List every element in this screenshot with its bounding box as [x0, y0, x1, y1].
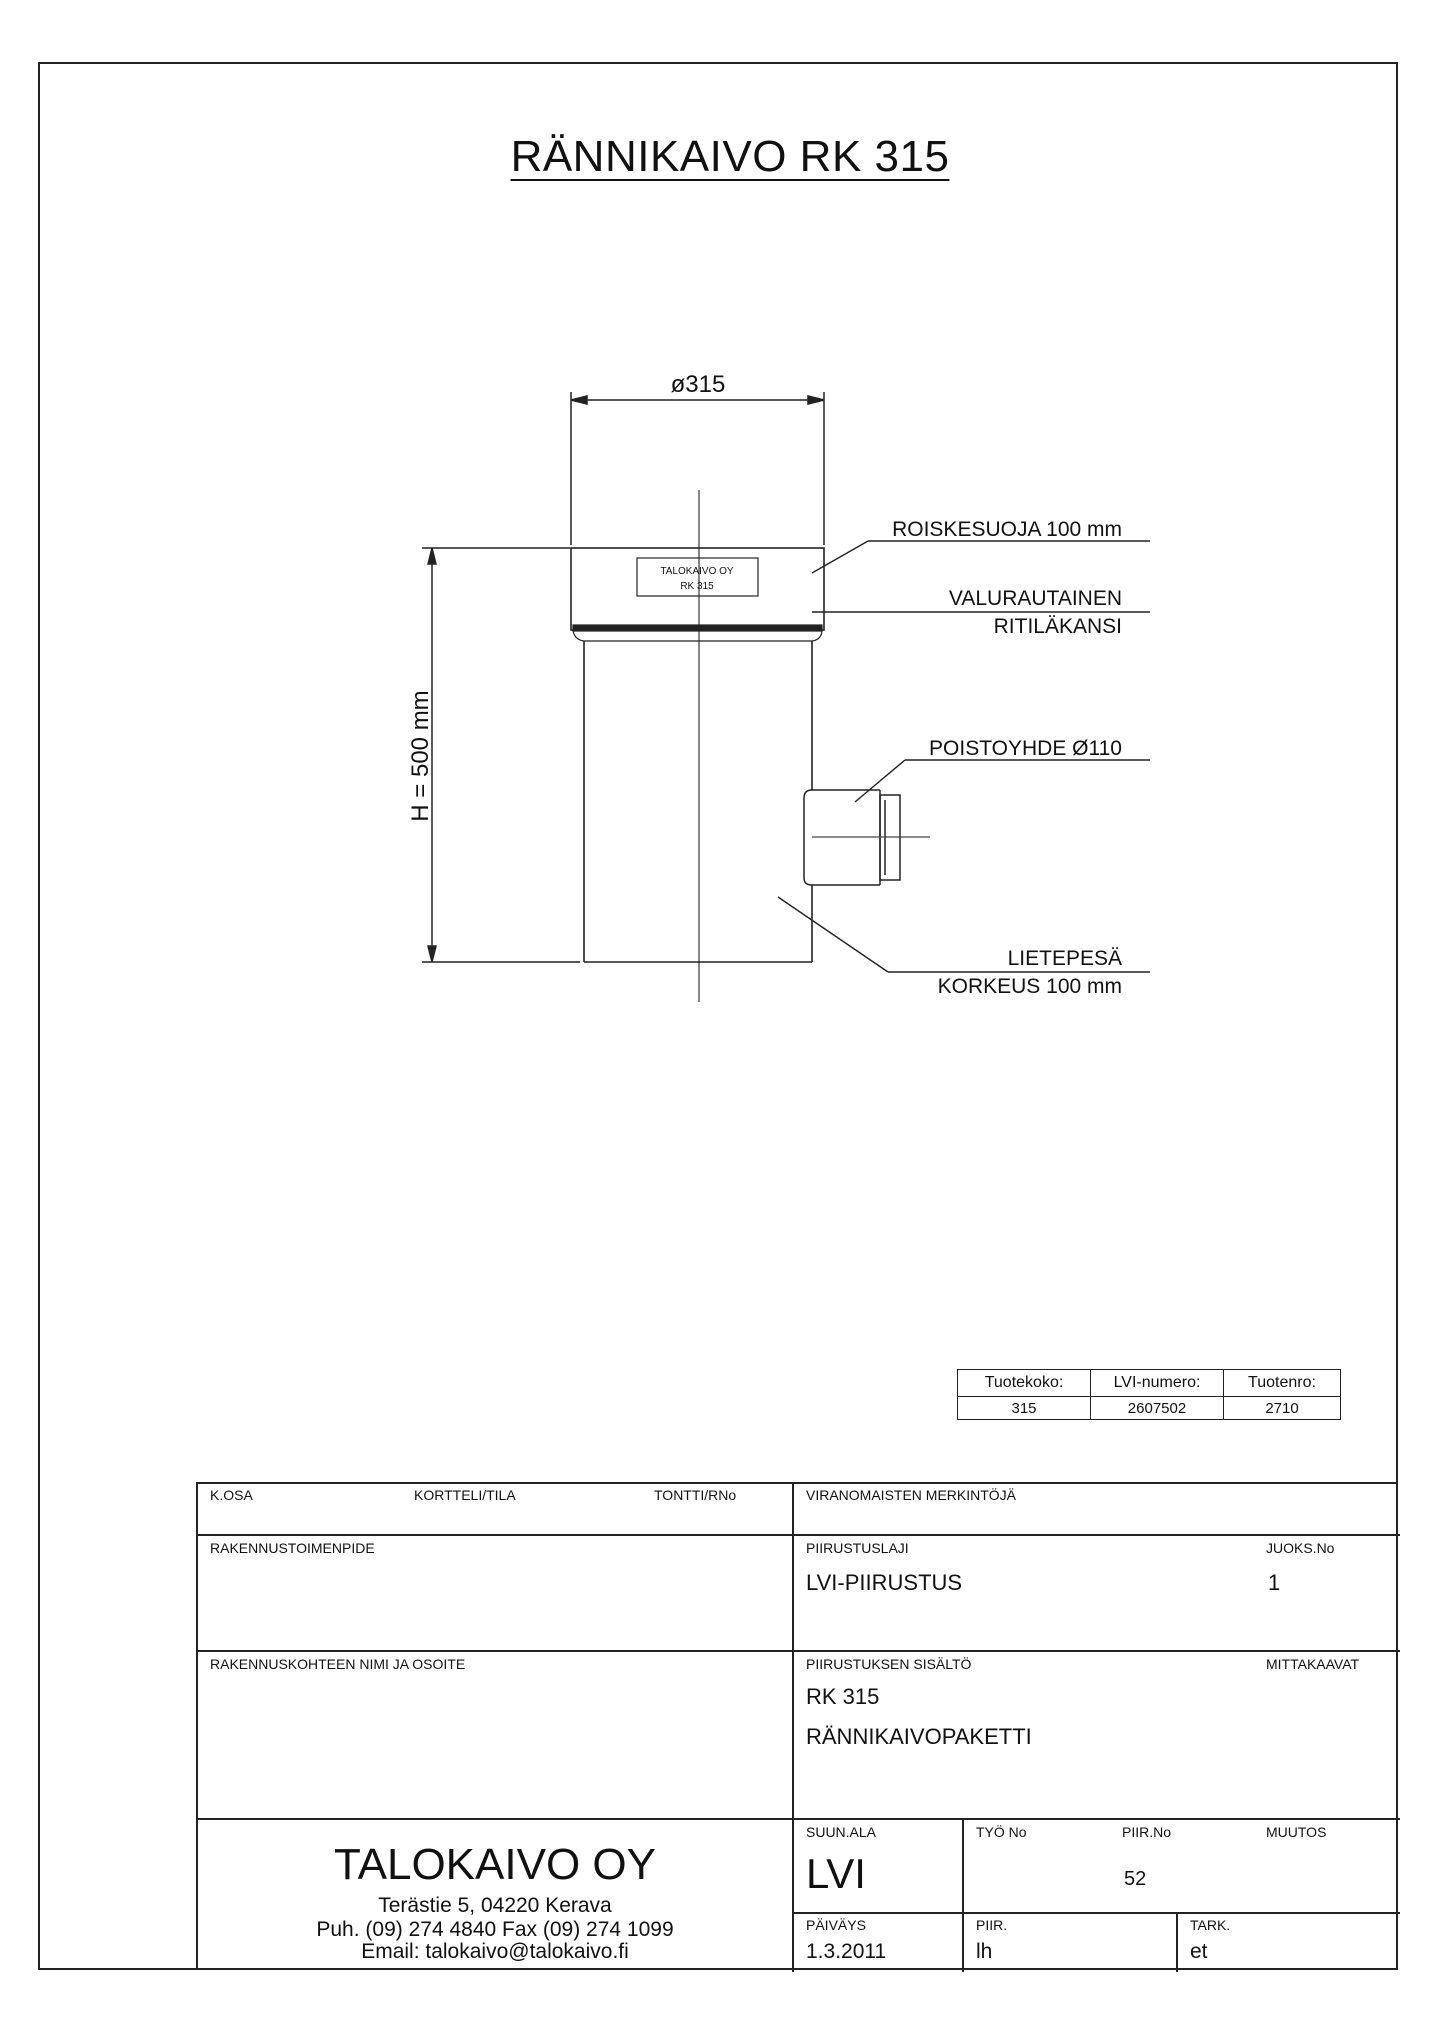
product-table: [957, 1369, 1341, 1420]
label-tark: TARK.: [1190, 1917, 1231, 1933]
header-tuotekoko: Tuotekoko:: [958, 1370, 1091, 1397]
label-viranomaisten: VIRANOMAISTEN MERKINTÖJÄ: [806, 1487, 1017, 1503]
value-tark: et: [1190, 1940, 1208, 1963]
value-paivays: 1.3.2011: [806, 1940, 887, 1963]
drawing-title: RÄNNIKAIVO RK 315: [510, 132, 950, 181]
label-kohde: RAKENNUSKOHTEEN NIMI JA OSOITE: [210, 1656, 466, 1672]
label-piir: PIIR.: [976, 1917, 1008, 1933]
company-name: TALOKAIVO OY: [334, 1840, 656, 1889]
tb-row-line-1: [198, 1534, 1400, 1536]
height-label: H = 500 mm: [407, 690, 434, 822]
callout-splash-guard: ROISKESUOJA 100 mm: [892, 518, 1122, 541]
grate: [573, 625, 822, 641]
product-table-header-row: [958, 1370, 1341, 1397]
company-address: Terästie 5, 04220 Kerava: [378, 1894, 612, 1917]
diameter-label: ø315: [670, 371, 726, 398]
callout-grate-line2: RITILÄKANSI: [993, 615, 1122, 638]
value-piir: lh: [976, 1940, 993, 1963]
header-tuotenro: Tuotenro:: [1224, 1370, 1341, 1397]
label-sisalto: PIIRUSTUKSEN SISÄLTÖ: [806, 1656, 972, 1672]
nameplate-line1: TALOKAIVO OY: [660, 566, 734, 577]
label-mittakaavat: MITTAKAAVAT: [1266, 1656, 1360, 1672]
label-k-osa: K.OSA: [210, 1487, 253, 1503]
height-dimension: [422, 548, 580, 962]
label-rakennustoimenpide: RAKENNUSTOIMENPIDE: [210, 1540, 375, 1556]
label-suunala: SUUN.ALA: [806, 1824, 877, 1840]
label-paivays: PÄIVÄYS: [806, 1917, 866, 1933]
label-kortteli: KORTTELI/TILA: [414, 1487, 516, 1503]
company-phone: Puh. (09) 274 4840 Fax (09) 274 1099: [316, 1918, 674, 1941]
value-tuotenro: 2710: [1224, 1397, 1341, 1420]
value-piir-no: 52: [1124, 1868, 1147, 1890]
label-piir-no: PIIR.No: [1122, 1824, 1172, 1840]
value-sisalto-line1: RK 315: [806, 1684, 880, 1709]
diameter-dimension: [571, 392, 824, 545]
label-muutos: MUUTOS: [1266, 1824, 1327, 1840]
tb-divider-main: [792, 1484, 794, 1972]
callout-grate-line1: VALURAUTAINEN: [948, 587, 1122, 610]
value-lvi-numero: 2607502: [1091, 1397, 1224, 1420]
label-tyo: TYÖ No: [976, 1824, 1027, 1840]
title-block: [196, 1482, 1398, 1970]
tb-divider-tark: [1176, 1912, 1178, 1972]
tb-row-line-2: [198, 1650, 1400, 1652]
tb-row-line-4: [792, 1912, 1400, 1914]
value-tuotekoko: 315: [958, 1397, 1091, 1420]
tb-divider-suunala: [962, 1818, 964, 1972]
callout-outlet: POISTOYHDE Ø110: [929, 737, 1122, 760]
header-lvi-numero: LVI-numero:: [1091, 1370, 1224, 1397]
value-suunala: LVI: [806, 1850, 866, 1897]
value-juoks: 1: [1268, 1570, 1281, 1595]
callout-sump-line2: KORKEUS 100 mm: [937, 975, 1122, 998]
nameplate-line2: RK 315: [680, 581, 714, 592]
well-body: [584, 641, 812, 962]
label-juoks: JUOKS.No: [1266, 1540, 1335, 1556]
label-tontti: TONTTI/RNo: [654, 1487, 737, 1503]
callout-sump-line1: LIETEPESÄ: [1007, 947, 1122, 970]
product-table-value-row: [958, 1397, 1341, 1420]
outlet-pipe: [804, 790, 930, 885]
value-sisalto-line2: RÄNNIKAIVOPAKETTI: [806, 1724, 1032, 1749]
company-email: Email: talokaivo@talokaivo.fi: [361, 1940, 629, 1963]
label-piirustuslaji: PIIRUSTUSLAJI: [806, 1540, 909, 1556]
tb-row-line-3: [198, 1818, 1400, 1820]
value-piirustuslaji: LVI-PIIRUSTUS: [806, 1570, 963, 1595]
